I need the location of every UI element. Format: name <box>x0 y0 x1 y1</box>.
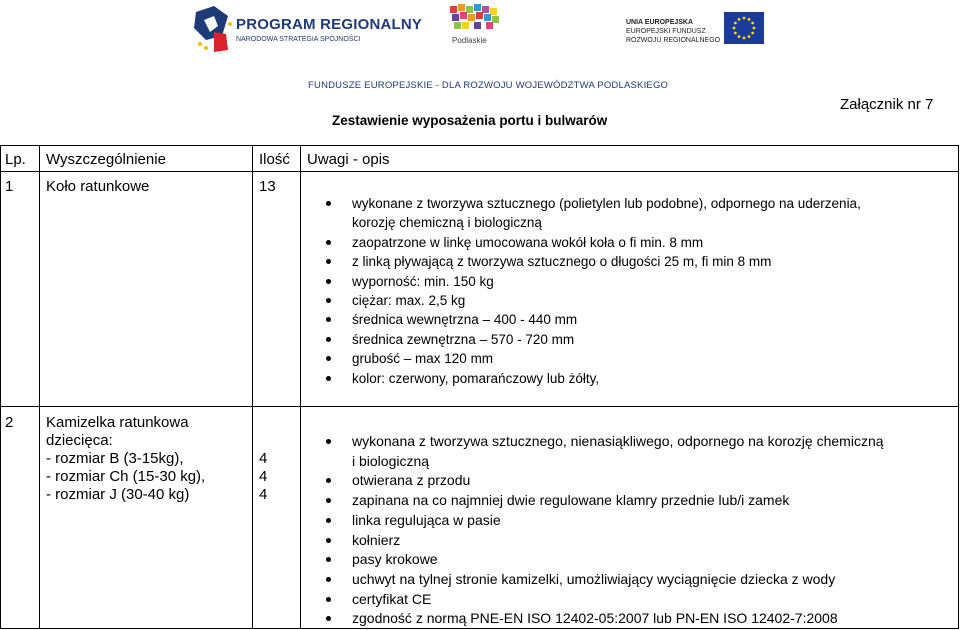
row-notes-list <box>322 194 861 388</box>
eu-text-line: ROZWOJU REGIONALNEGO <box>626 37 721 44</box>
eu-star-icon <box>738 35 741 38</box>
list-item: kołnierz <box>322 531 884 551</box>
program-subtitle: NARODOWA STRATEGIA SPÓJNOŚCI <box>236 36 361 43</box>
eu-star-icon <box>751 22 754 25</box>
eu-star-icon <box>753 27 756 30</box>
row-item-name-line: - rozmiar B (3-15kg), <box>46 450 184 467</box>
document-title: Zestawienie wyposażenia portu i bulwarów <box>332 113 608 128</box>
eu-star-icon <box>733 27 736 30</box>
table-border <box>252 145 253 629</box>
row-quantity: 13 <box>259 178 276 195</box>
header-notes: Uwagi - opis <box>307 151 390 168</box>
table-border <box>958 145 959 629</box>
eu-logo-text <box>626 18 720 45</box>
table-border <box>0 171 958 172</box>
row-item-name: Koło ratunkowe <box>46 178 150 195</box>
eu-star-icon <box>734 32 737 35</box>
row-lp: 2 <box>5 414 14 431</box>
list-item: kolor: czerwony, pomarańczowy lub żółty, <box>322 369 861 388</box>
list-item: pasy krokowe <box>322 550 884 570</box>
row-item-name-line: - rozmiar Ch (15-30 kg), <box>46 468 206 485</box>
eu-star-icon <box>734 22 737 25</box>
eu-star-icon <box>751 32 754 35</box>
table-border <box>0 145 958 146</box>
list-item: zaopatrzone w linkę umocowana wokół koła o fi min. 8 mm <box>322 233 861 252</box>
table-border <box>39 145 40 629</box>
row-item-name-line: Kamizelka ratunkowa <box>46 414 189 431</box>
row-quantity: 4 <box>259 450 268 467</box>
list-item: z linką pływającą z tworzywa sztucznego o długości 25 m, fi min 8 mm <box>322 252 861 271</box>
table-border <box>0 145 1 629</box>
eu-text-line: UNIA EUROPEJSKA <box>626 19 694 26</box>
list-item: linka regulująca w pasie <box>322 511 884 531</box>
eu-star-icon <box>748 35 751 38</box>
program-title: PROGRAM REGIONALNY <box>236 16 423 33</box>
table-border <box>300 145 301 629</box>
eu-star-icon <box>743 17 746 20</box>
row-item-name-line: - rozmiar J (30-40 kg) <box>46 486 190 503</box>
list-item: ciężar: max. 2,5 kg <box>322 291 861 310</box>
table-border <box>0 406 958 407</box>
list-item: certyfikat CE <box>322 590 884 610</box>
funds-line: FUNDUSZE EUROPEJSKIE - DLA ROZWOJU WOJEWÓDZTWA PODLASKIEGO <box>308 80 669 91</box>
eu-text-line: EUROPEJSKI FUNDUSZ <box>626 28 706 35</box>
list-item: wykonana z tworzywa sztucznego, nienasiąkliwego, odpornego na korozję chemiczną i biologiczną <box>322 432 884 471</box>
equipment-table <box>0 145 960 629</box>
podlaskie-logo <box>440 2 512 50</box>
program-regionalny-logo <box>192 6 423 54</box>
list-item: otwierana z przodu <box>322 471 884 491</box>
list-item: średnica zewnętrzna – 570 - 720 mm <box>322 330 861 349</box>
eu-logo <box>626 8 766 52</box>
row-notes-list <box>322 432 884 629</box>
row-lp: 1 <box>5 178 14 195</box>
eu-star-icon <box>748 18 751 21</box>
header-lp: Lp. <box>5 151 26 168</box>
region-logo-label: Podlaskie <box>452 36 487 45</box>
eu-flag-icon <box>724 12 764 44</box>
list-item: średnica wewnętrzna – 400 - 440 mm <box>322 310 861 329</box>
list-item: wykonane z tworzywa sztucznego (polietylen lub podobne), odpornego na uderzenia, korozję chemiczną i biologiczną <box>322 194 861 233</box>
header-quantity: Ilość <box>259 151 290 168</box>
eu-star-icon <box>743 37 746 40</box>
header-logos <box>0 0 960 100</box>
row-item-name-line: dziecięca: <box>46 432 113 449</box>
list-item: zapinana na co najmniej dwie regulowane klamry przednie lub/i zamek <box>322 491 884 511</box>
list-item: wyporność: min. 150 kg <box>322 272 861 291</box>
list-item: uchwyt na tylnej stronie kamizelki, umożliwiający wyciągnięcie dziecka z wody <box>322 570 884 590</box>
list-item: grubość – max 120 mm <box>322 349 861 368</box>
program-regionalny-emblem-icon <box>192 6 234 54</box>
header-item: Wyszczególnienie <box>46 151 166 168</box>
list-item: zgodność z normą PNE-EN ISO 12402-05:2007 lub PN-EN ISO 12402-7:2008 <box>322 609 884 629</box>
bison-mosaic-icon <box>440 2 512 36</box>
eu-star-icon <box>738 18 741 21</box>
annex-label: Załącznik nr 7 <box>840 96 934 113</box>
row-quantity: 4 <box>259 468 268 485</box>
row-quantity: 4 <box>259 486 268 503</box>
